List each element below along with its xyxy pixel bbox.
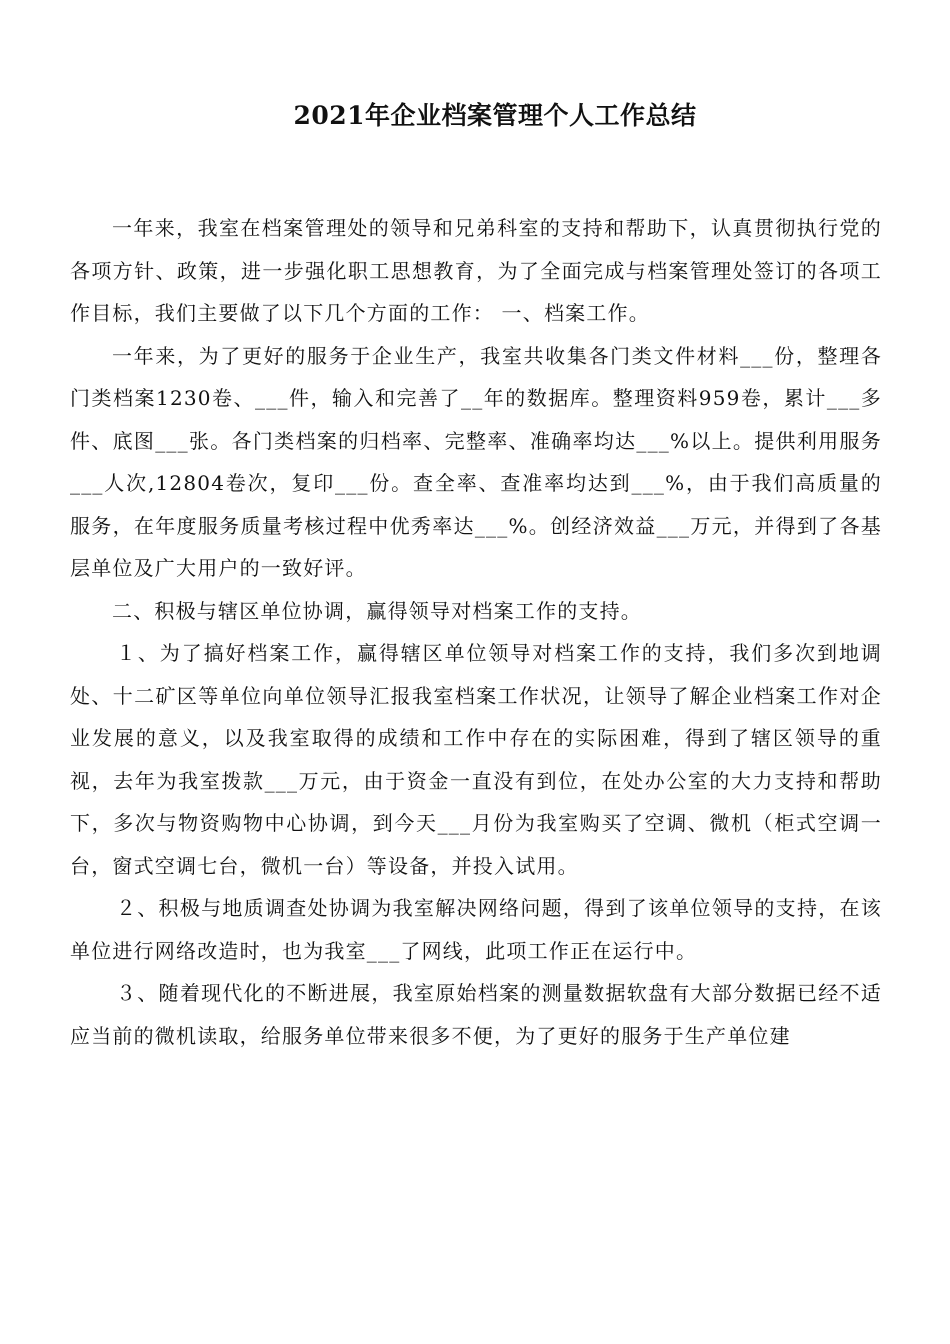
paragraph-archive-work: 一年来，为了更好的服务于企业生产，我室共收集各门类文件材料___份，整理各门类档案1230卷、___件，输入和完善了__年的数据库。整理资料959卷，累计___多件、底图___张。各门类档案的归档率、完整率、准确率均达___%以上。提供利用服务___人次,12804卷次，复印___份。查全率、查准率均达到___%，由于我们高质量的服务，在年度服务质量考核过程中优秀率达___%。创经济效益___万元，并得到了各基层单位及广大用户的一致好评。 (70, 343, 882, 580)
paragraph-intro: 一年来，我室在档案管理处的领导和兄弟科室的支持和帮助下，认真贯彻执行党的各项方针、政策，进一步强化职工思想教育，为了全面完成与档案管理处签订的各项工作目标，我们主要做了以下几个方面的工作： 一、档案工作。 (70, 216, 882, 325)
document-body (70, 207, 882, 1057)
paragraph-item-1: １、为了搞好档案工作，赢得辖区单位领导对档案工作的支持，我们多次到地调处、十二矿区等单位向单位领导汇报我室档案工作状况，让领导了解企业档案工作对企业发展的意义，以及我室取得的成绩和工作中存在的实际困难，得到了辖区领导的重视，去年为我室拨款___万元，由于资金一直没有到位，在处办公室的大力支持和帮助下，多次与物资购物中心协调，到今天___月份为我室购买了空调、微机（柜式空调一台，窗式空调七台，微机一台）等设备，并投入试用。 (70, 641, 882, 878)
paragraph-item-2: ２、积极与地质调查处协调为我室解决网络问题，得到了该单位领导的支持，在该单位进行网络改造时，也为我室___了网线，此项工作正在运行中。 (70, 896, 882, 963)
paragraph-section-two-heading: 二、积极与辖区单位协调，赢得领导对档案工作的支持。 (112, 598, 642, 623)
paragraph-item-3: ３、随着现代化的不断进展，我室原始档案的测量数据软盘有大部分数据已经不适应当前的微机读取，给服务单位带来很多不便，为了更好的服务于生产单位建 (70, 981, 882, 1048)
document-title: 2021年企业档案管理个人工作总结 (293, 101, 697, 130)
